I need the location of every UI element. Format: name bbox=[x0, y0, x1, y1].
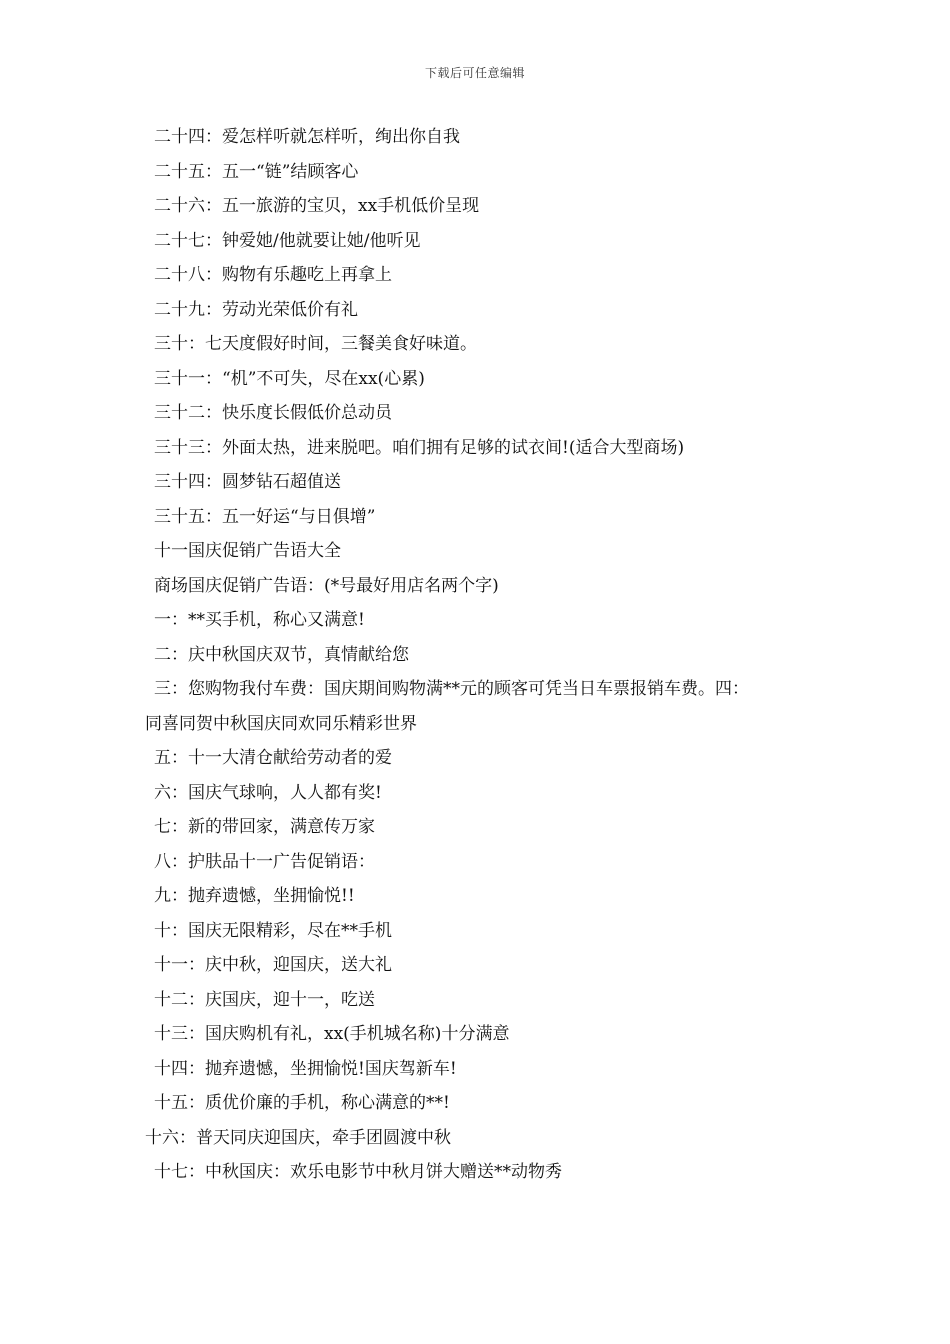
text-line: 三十一：“机”不可失，尽在xx(心累) bbox=[154, 368, 425, 389]
text-line: 三十二：快乐度长假低价总动员 bbox=[154, 403, 392, 423]
text-line: 十六：普天同庆迎国庆，牵手团圆渡中秋 bbox=[145, 1127, 451, 1148]
section-heading: 十一国庆促销广告语大全 bbox=[154, 541, 341, 561]
text-line: 三十：七天度假好时间，三餐美食好味道。 bbox=[154, 334, 477, 354]
text-line: 二：庆中秋国庆双节，真情献给您 bbox=[154, 644, 409, 665]
text-line: 二十四：爱怎样听就怎样听，绚出你自我 bbox=[154, 127, 460, 147]
text-line: 一：**买手机，称心又满意! bbox=[154, 610, 365, 630]
text-line: 十五：质优价廉的手机，称心满意的**! bbox=[154, 1093, 450, 1113]
text-line: 三十三：外面太热，进来脱吧。咱们拥有足够的试衣间!(适合大型商场) bbox=[154, 437, 685, 458]
text-line: 三十四：圆梦钻石超值送 bbox=[154, 472, 341, 492]
text-line: 七：新的带回家，满意传万家 bbox=[154, 817, 375, 837]
text-line: 二十六：五一旅游的宝贝，xx手机低价呈现 bbox=[154, 196, 480, 216]
text-line-continuation: 同喜同贺中秋国庆同欢同乐精彩世界 bbox=[145, 713, 417, 734]
text-line: 二十五：五一“链”结顾客心 bbox=[154, 161, 359, 182]
page-header: 下载后可任意编辑 bbox=[424, 66, 525, 80]
text-line: 五：十一大清仓献给劳动者的爱 bbox=[154, 748, 392, 768]
text-line: 十三：国庆购机有礼，xx(手机城名称)十分满意 bbox=[154, 1024, 510, 1044]
section-subheading: 商场国庆促销广告语：(*号最好用店名两个字) bbox=[154, 575, 499, 596]
text-line: 十四：抛弃遗憾，坐拥愉悦!国庆驾新车! bbox=[154, 1058, 457, 1079]
text-line: 九：抛弃遗憾，坐拥愉悦!! bbox=[154, 886, 355, 906]
document-body bbox=[145, 120, 845, 1190]
text-line: 三：您购物我付车费：国庆期间购物满**元的顾客可凭当日车票报销车费。四： bbox=[154, 679, 749, 699]
text-line: 三十五：五一好运“与日俱增” bbox=[154, 506, 376, 527]
text-line: 六：国庆气球响，人人都有奖! bbox=[154, 782, 382, 803]
text-line: 十七：中秋国庆：欢乐电影节中秋月饼大赠送**动物秀 bbox=[154, 1162, 562, 1182]
text-line: 八：护肤品十一广告促销语： bbox=[154, 851, 375, 872]
text-line: 十二：庆国庆，迎十一，吃送 bbox=[154, 989, 375, 1010]
text-line: 十：国庆无限精彩，尽在**手机 bbox=[154, 920, 392, 941]
text-line: 二十八：购物有乐趣吃上再拿上 bbox=[154, 265, 392, 285]
text-line: 二十七：钟爱她/他就要让她/他听见 bbox=[154, 230, 421, 251]
text-line: 二十九：劳动光荣低价有礼 bbox=[154, 299, 358, 320]
text-line: 十一：庆中秋，迎国庆，送大礼 bbox=[154, 955, 392, 975]
